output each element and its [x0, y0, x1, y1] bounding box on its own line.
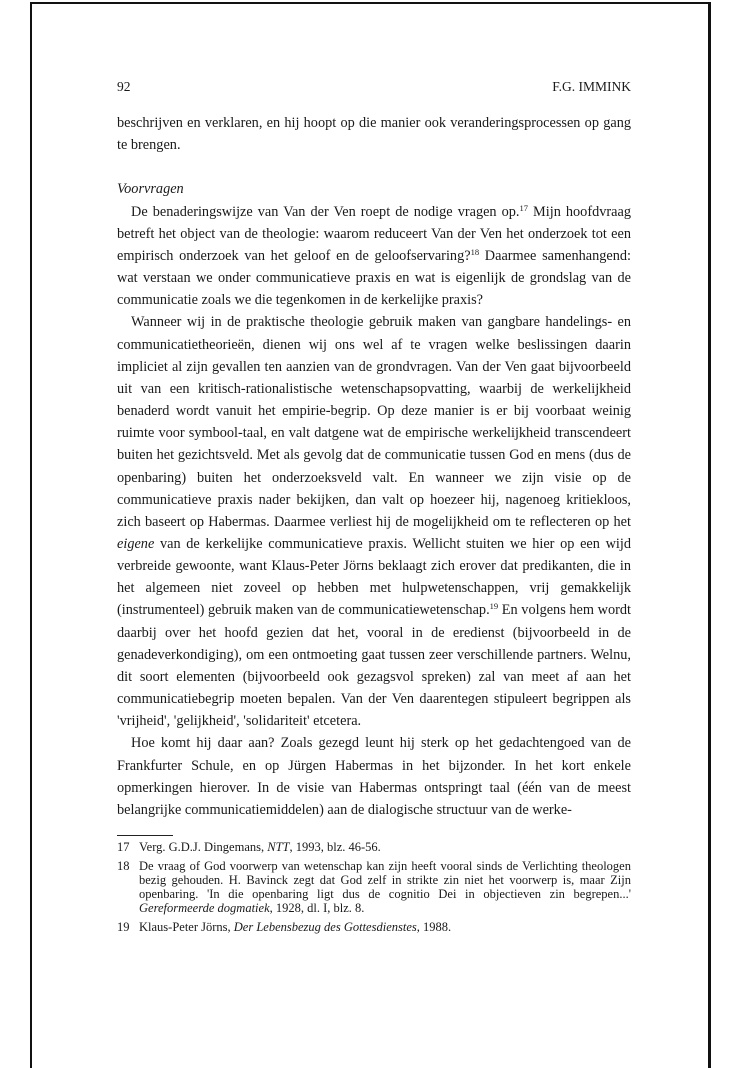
footnote-text: Verg. G.D.J. Dingemans, NTT, 1993, blz. 46-56. — [139, 840, 381, 854]
scan-border-left — [30, 2, 32, 1068]
section-title: Voorvragen — [117, 181, 184, 198]
footnote-text: De vraag of God voorwerp van wetenschap kan zijn heeft vooral sinds de Verlichting theologen bezig gehouden. H. Bavinck zegt dat God zelf in strikte zin niet het voorwerp is, maar Zijn openbaring. 'In die openbaring ligt dus de cognitio Dei in objectieven zin begrepen...' Gereformeerde dogmatiek, 1928, dl. I, blz. 8. — [139, 859, 631, 915]
paragraph-intro: beschrijven en verklaren, en hij hoopt op die manier ook veranderingsprocessen op gang te brengen. — [117, 115, 631, 154]
footnote-divider — [117, 835, 173, 836]
footnote-18 — [117, 859, 631, 915]
footnote-number: 19 — [117, 920, 130, 934]
footnotes — [117, 840, 631, 934]
footnote-text: Klaus-Peter Jörns, Der Lebensbezug des Gottesdienstes, 1988. — [139, 920, 452, 934]
running-author: F.G. IMMINK — [552, 79, 631, 94]
footnote-number: 18 — [117, 859, 130, 873]
page-content — [117, 76, 631, 939]
footnote-19 — [117, 920, 631, 934]
emphasis-eigene: eigene — [117, 535, 155, 552]
footnote-ref-18[interactable]: 18 — [470, 246, 480, 257]
scan-border-top — [30, 2, 710, 4]
paragraph-2: Wanneer wij in de praktische theologie gebruik maken van gangbare handelings- en communicatietheorieën, dienen wij ons wel af te vragen welke beslissingen daarin impliciet al zijn gevallen ten aanzien van de grondvragen. Van der Ven gaat bijvoorbeeld uit van een kritisch-rationalistische wetenschapsopvatting, waarbij de werkelijkheid benaderd wordt vanuit het empirie-begrip. Op deze manier is er bij voorbaat weinig ruimte voor symbool-taal, en valt datgene wat de empirische werkelijkheid transcendeert buiten het gezichtsveld. Met als gevolg dat de communicatie tussen God en mens (dus de openbaring) buiten het onderzoeksveld valt. En wanneer we zijn visie op de communicatieve praxis nader bekijken, dan valt op hoezeer hij, nagenoeg kritiekloos, zich baseert op Habermas. Daarmee verliest hij de mogelijkheid om te reflecteren op het eigene van de kerkelijke communicatieve praxis. Wellicht stuiten we hier op een wijd verbreide gewoonte, want Klaus-Peter Jörns beklaagt zich erover dat predikanten, die in het algemeen niet zoveel op hebben met hulpwetenschappen, vrij gemakkelijk (instrumenteel) gebruik maken van de communicatiewetenschap.$^{19}$ En volgens hem wordt daarbij over het hoofd gezien dat het, vooral in de eredienst (bijvoorbeeld in de genadeverkondiging), om een ontmoeting gaat tussen zeer verschillende partners. Welnu, dit soort elementen (bijvoorbeeld ook gezagsvol spreken) zal van meet af aan het communicatiebegrip moeten bepalen. Van der Ven daarentegen stipuleert begrippen als 'vrijheid', 'gelijkheid', 'solidariteit' etcetera. — [117, 314, 631, 730]
footnote-number: 17 — [117, 840, 130, 854]
paragraph-1: De benaderingswijze van Van der Ven roept de nodige vragen op.$^{17}$ Mijn hoofdvraag betreft het object van de theologie: waarom reduceert Van der Ven het onderzoek tot een empirisch onderzoek van het geloof en de geloofservaring?$^{18}$ Daarmee samenhangend: wat verstaan we onder communicatieve praxis en wat is eigenlijk de grondslag van de communicatie zoals we die tegenkomen in de kerkelijke praxis? — [117, 202, 631, 309]
scan-border-right — [708, 2, 711, 1068]
running-head — [117, 76, 631, 98]
paragraph-3: Hoe komt hij daar aan? Zoals gezegd leunt hij sterk op het gedachtengoed van de Frankfurter Schule, en op Jürgen Habermas in het bijzonder. In het kort enkele opmerkingen hierover. In de visie van Habermas ontspringt taal (één van de meest belangrijke communicatiemiddelen) aan de dialogische structuur van de werke- — [117, 735, 631, 818]
page-number: 92 — [117, 79, 131, 94]
footnote-17 — [117, 840, 631, 854]
footnote-ref-19[interactable]: 19 — [489, 601, 499, 612]
footnote-ref-17[interactable]: 17 — [519, 202, 528, 213]
